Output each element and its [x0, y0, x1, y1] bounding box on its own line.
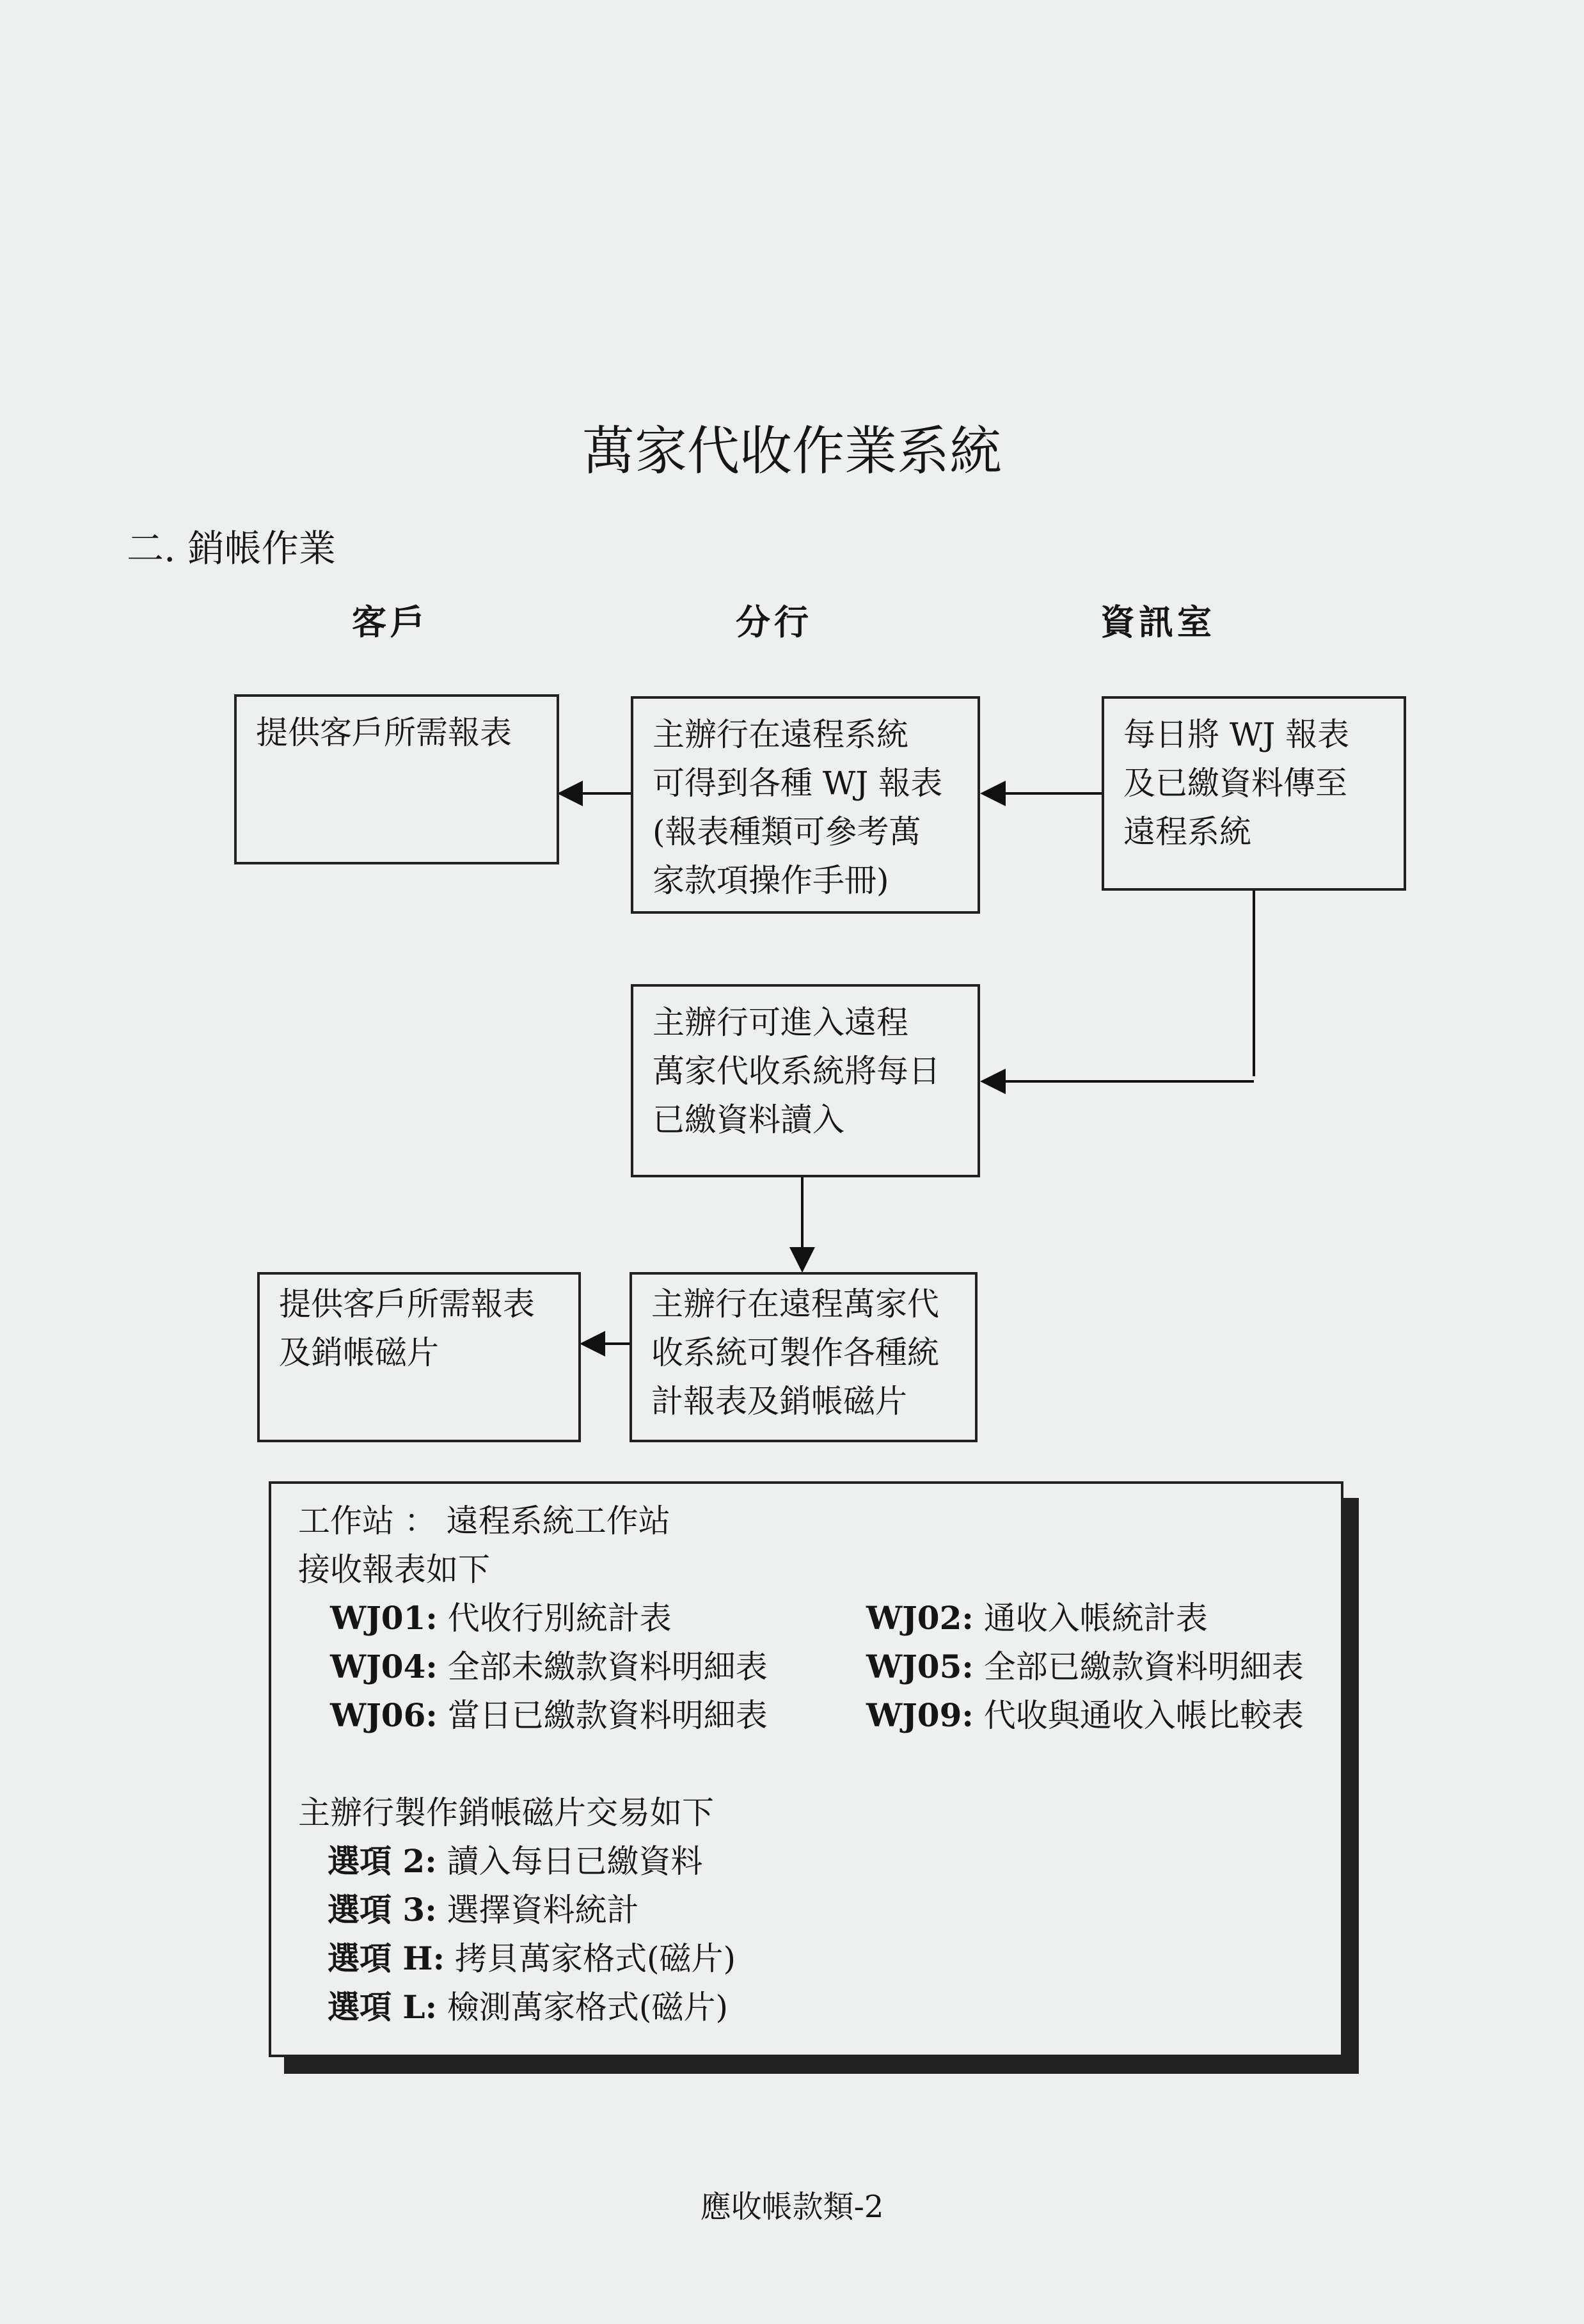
report-item: [330, 1643, 768, 1691]
lane-it: 資訊室: [1100, 601, 1216, 642]
report-code: WJ04:: [330, 1648, 438, 1685]
report-item: [330, 1594, 672, 1643]
box-branch-reports-line-3: (報表種類可參考萬: [653, 813, 921, 850]
report-item: [866, 1691, 1304, 1740]
option-item: [328, 1983, 728, 2032]
options-heading: 主辦行製作銷帳磁片交易如下: [298, 1794, 714, 1831]
box-branch-read-line-3: 已繳資料讀入: [653, 1101, 844, 1138]
box-branch-reports-line-2: 可得到各種 WJ 報表: [653, 765, 943, 802]
report-name: 全部未繳款資料明細表: [447, 1648, 768, 1685]
report-name: 代收與通收入帳比較表: [983, 1697, 1304, 1734]
box-customer-reports: [234, 694, 559, 864]
box-branch-make-reports: [630, 1272, 978, 1442]
box-it-line-3: 遠程系統: [1123, 813, 1251, 850]
lane-branch: 分行: [736, 601, 812, 642]
option-item: [328, 1837, 703, 1886]
page-title: 萬家代收作業系統: [582, 421, 1002, 482]
box-branch-read-line-2: 萬家代收系統將每日: [653, 1053, 940, 1090]
workstation-line: 工作站 ： 遠程系統工作站: [298, 1502, 670, 1540]
option-item: [328, 1886, 639, 1934]
report-code: WJ05:: [866, 1648, 974, 1685]
option-code: 選項 2:: [328, 1842, 437, 1880]
report-code: WJ09:: [866, 1696, 974, 1734]
option-code: 選項 H:: [328, 1939, 445, 1977]
report-name: 全部已繳款資料明細表: [983, 1648, 1304, 1685]
lane-customer: 客戶: [352, 601, 429, 642]
box-branch-read-line-1: 主辦行可進入遠程: [653, 1004, 908, 1041]
option-name: 選擇資料統計: [447, 1891, 639, 1929]
box-branch-reports-line-1: 主辦行在遠程系統: [653, 716, 908, 753]
workstation-panel: [269, 1481, 1343, 2057]
box-customer-disk-line-2: 及銷帳磁片: [279, 1334, 439, 1371]
option-item: [328, 1934, 736, 1983]
report-name: 通收入帳統計表: [983, 1600, 1208, 1637]
box-branch-read-data: [631, 984, 980, 1177]
receive-heading: 接收報表如下: [298, 1551, 490, 1588]
box-it-line-1: 每日將 WJ 報表: [1123, 716, 1350, 753]
report-code: WJ01:: [330, 1599, 438, 1637]
box-branch-make-line-1: 主辦行在遠程萬家代: [651, 1285, 939, 1323]
option-name: 拷貝萬家格式(磁片): [455, 1940, 736, 1977]
report-item: [330, 1691, 768, 1740]
box-branch-reports-line-4: 家款項操作手冊): [653, 862, 889, 899]
page-footer: 應收帳款類-2: [700, 2189, 884, 2225]
box-branch-make-line-3: 計報表及銷帳磁片: [651, 1383, 907, 1420]
section-heading: 二. 銷帳作業: [127, 527, 336, 570]
report-name: 當日已繳款資料明細表: [447, 1697, 768, 1734]
report-code: WJ06:: [330, 1696, 438, 1734]
box-branch-make-line-2: 收系統可製作各種統: [651, 1334, 939, 1371]
report-code: WJ02:: [866, 1599, 974, 1637]
box-branch-reports: [631, 696, 980, 914]
option-code: 選項 L:: [328, 1988, 438, 2026]
box-customer-reports-line-1: 提供客戶所需報表: [256, 714, 512, 751]
box-it-line-2: 及已繳資料傳至: [1123, 765, 1347, 802]
report-item: [866, 1594, 1208, 1643]
option-name: 檢測萬家格式(磁片): [447, 1989, 728, 2026]
box-customer-disk-line-1: 提供客戶所需報表: [279, 1285, 535, 1323]
report-item: [866, 1643, 1304, 1691]
option-code: 選項 3:: [328, 1891, 437, 1929]
report-name: 代收行別統計表: [447, 1600, 672, 1637]
option-name: 讀入每日已繳資料: [447, 1843, 703, 1880]
box-it-daily-transfer: [1102, 696, 1406, 891]
box-customer-disk: [257, 1272, 581, 1442]
